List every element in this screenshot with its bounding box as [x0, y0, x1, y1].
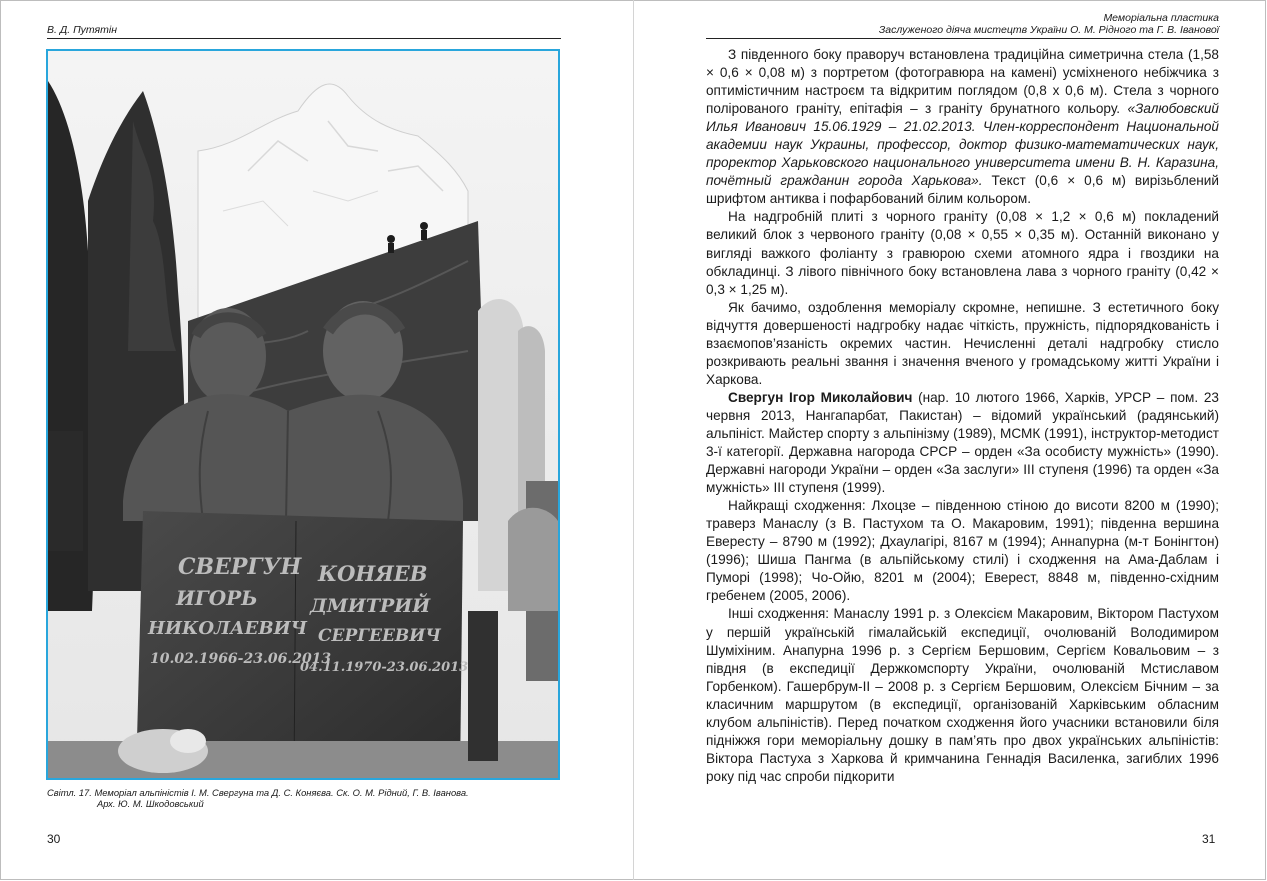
- header-subtitle: Заслуженого діяча мистецтв України О. М. Рідного та Г. В. Іванової: [878, 24, 1219, 36]
- paragraph-1-tail: Текст (0,6 × 0,6 м) вирізьблений шрифтом антиква і пофарбований білим кольором.: [706, 173, 1219, 207]
- right-running-header: [706, 12, 1219, 39]
- plaque-right-patronymic: СЕРГЕЕВИЧ: [318, 626, 441, 646]
- page-gutter: [633, 0, 634, 880]
- article-body: [706, 46, 1219, 786]
- header-author: В. Д. Путятін: [47, 24, 118, 36]
- epitaph-quote: «Залюбовский Илья Иванович 15.06.1929 – 21.02.2013. Член-корреспондент Национальной академии наук Украины, профессор, доктор физико-математических наук, проректор Харьковского национального университета имени В. Н. Каразина, почётный гражданин города Харькова».: [706, 101, 1219, 189]
- paragraph-4: [706, 389, 1219, 497]
- plaque-right-surname: КОНЯЕВ: [318, 561, 428, 586]
- caption-line-2: Арх. Ю. М. Шкодовський: [97, 798, 204, 809]
- left-running-header: [47, 22, 561, 39]
- paragraph-5: Найкращі сходження: Лхоцзе – південною стіною до висоти 8200 м (1990); траверз Манаслу (з В. Пастухом та О. Макаровим, 1991); південна вершина Евересту – 8790 м (1992); Дхаулагірі, 8167 м (1994); Аннапурна (м-т Бонінгтон) (1996); Шиша Пангма (в альпійському стилі) і сходження на Ама-Даблам і Пуморі (1998); Чо-Ойю, 8201 м (2004); Еверест, 8848 м, південно-східним гребенем (2005, 2006).: [706, 498, 1219, 604]
- page-number-left: 30: [47, 832, 61, 846]
- page-number-right: 31: [1202, 832, 1216, 846]
- plaque-right-dates: 04.11.1970-23.06.2013: [300, 660, 469, 675]
- person-name: Свергун Ігор Миколайович: [728, 389, 913, 405]
- paragraph-4-text: (нар. 10 лютого 1966, Харків, УРСР – пом. 23 червня 2013, Нангапарбат, Пакистан) – відомий український (радянський) альпініст. Майстер спорту з альпінізму (1989), МСМК (1991), інструктор-методист 3-ї категорії. Державна нагорода СРСР – орден «За особисту мужність» (1990). Державні нагороди України – орден «За заслуги» III ступеня (1996) та орден «За мужність» III ступеня (1999).: [706, 389, 1219, 496]
- header-title: Меморіальна пластика: [1103, 12, 1219, 24]
- plaque-left-dates: 10.02.1966-23.06.2013: [150, 651, 332, 667]
- paragraph-1-text: З південного боку праворуч встановлена традиційна симетрична стела (1,58 × 0,6 × 0,08 м) з портретом (фотогравюра на камені) усміхненого небіжчика з оптимістичним настроєм та відкритим поглядом (0,8 х 0,6 м). Стела з чорного полірованого граніту, епітафія – з граніту брунатного кольору.: [706, 47, 1219, 117]
- plaque-left-surname: СВЕРГУН: [178, 554, 302, 580]
- plaque-right-name: ДМИТРИЙ: [310, 595, 431, 617]
- paragraph-1: [706, 46, 1219, 208]
- paragraph-3: Як бачимо, оздоблення меморіалу скромне, непишне. З естетичного боку відчуття довершеності надгробку надає чіткість, пружність, підпорядкованість і взаємопов’язаність окремих частин. Нечисленні деталі надгробку стисло розкривають реальні звання і значення вченого у громадському житті України і Харкова.: [706, 299, 1219, 387]
- memorial-photo-image: [48, 51, 558, 778]
- plaque-left-name: ИГОРЬ: [176, 586, 258, 610]
- paragraph-6: Інші сходження: Манаслу 1991 р. з Олексієм Макаровим, Віктором Пастухом у першій українській гімалайській експедиції, очолюваній Володимиром Шуміхіним. Анапурна 1996 р. з Сергієм Бершовим, Сергієм Ковальовим – з півдня (в експедиції Держкомспорту України, очолюваній Мстиславом Горбенком). Гашербрум-II – 2008 р. з Сергієм Бершовим, Олексієм Бічним – за класичним маршрутом (в експедиції, організованій Харківським обласним клубом альпіністів). Перед початком сходження його учасники встановили біля підніжжя гори меморіальну дошку в пам’ять про двох українських альпіністів: Віктора Пастуха з Харкова й кримчанина Геннадія Василенка, загиблих 1996 року під час спроби підкорити: [706, 606, 1219, 784]
- plaque-left-patronymic: НИКОЛАЕВИЧ: [148, 618, 308, 639]
- paragraph-2: На надгробній плиті з чорного граніту (0,08 × 1,2 × 0,6 м) покладений великий блок з червоного граніту (0,08 × 0,55 × 0,35 м). Останній виконано у вигляді важкого фоліанту з гравюрою схеми атомного ядра і гвоздики на обкладинці. З лівого північного боку встановлена лава з чорного граніту (0,42 × 0,3 × 1,25 м).: [706, 209, 1219, 297]
- memorial-photo: [46, 49, 560, 780]
- photo-caption: [47, 787, 561, 809]
- caption-line-1: Світл. 17. Меморіал альпіністів І. М. Свергуна та Д. С. Коняєва. Ск. О. М. Рідний, Г. В. Іванова.: [47, 787, 469, 798]
